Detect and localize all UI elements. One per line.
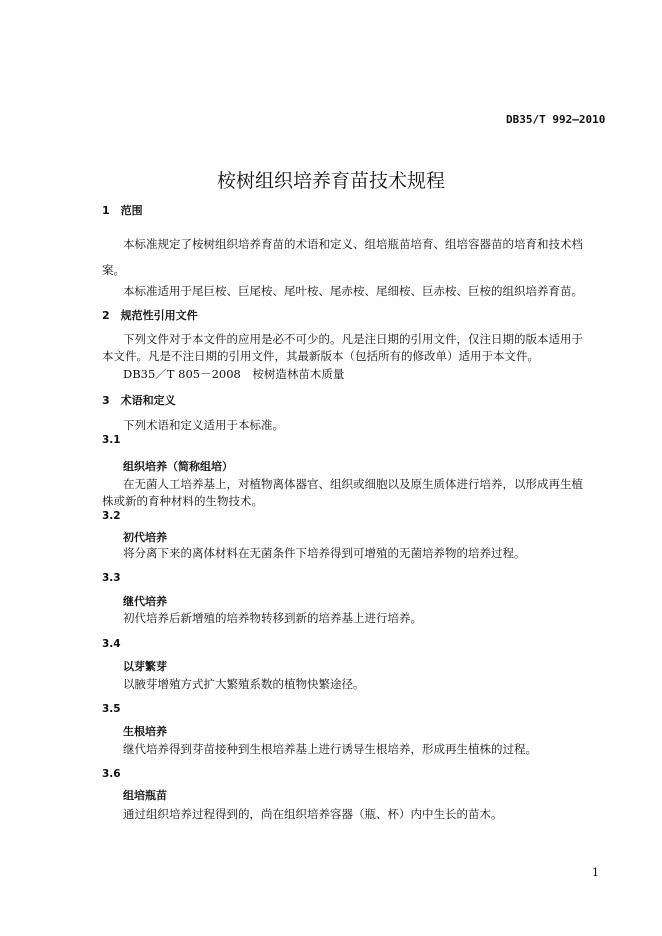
term-definition: 继代培养得到芽苗接种到生根培养基上进行诱导生根培养，形成再生植株的过程。 xyxy=(123,742,537,756)
term-name: 组织培养（简称组培） xyxy=(123,460,233,473)
term-definition-line-2: 株或新的育种材料的生物技术。 xyxy=(102,494,263,508)
section-1-paragraph-1-line-1: 本标准规定了桉树组织培养育苗的术语和定义、组培瓶苗培育、组培容器苗的培育和技术档 xyxy=(123,237,583,251)
section-2-heading: 2 规范性引用文件 xyxy=(102,309,198,322)
section-3-heading: 3 术语和定义 xyxy=(102,394,176,407)
term-name: 以芽繁芽 xyxy=(123,660,167,673)
term-definition: 以腋芽增殖方式扩大繁殖系数的植物快繁途径。 xyxy=(123,677,365,691)
term-number: 3.5 xyxy=(102,703,121,715)
term-name: 生根培养 xyxy=(123,725,167,738)
term-number: 3.3 xyxy=(102,572,121,584)
section-1-heading: 1 范围 xyxy=(102,204,143,217)
term-number: 3.6 xyxy=(102,768,121,780)
term-number: 3.1 xyxy=(102,434,121,446)
term-definition-line-1: 在无菌人工培养基上，对植物离体器官、组织或细胞以及原生质体进行培养，以形成再生植 xyxy=(123,477,583,491)
section-2-paragraph-line-1: 下列文件对于本文件的应用是必不可少的。凡是注日期的引用文件，仅注日期的版本适用于 xyxy=(123,332,583,346)
document-title: 桉树组织培养育苗技术规程 xyxy=(216,170,445,192)
term-number: 3.2 xyxy=(102,510,121,522)
term-name: 初代培养 xyxy=(123,531,167,544)
term-name: 组培瓶苗 xyxy=(123,789,167,802)
section-2-paragraph-line-2: 本文件。凡是不注日期的引用文件，其最新版本（包括所有的修改单）适用于本文件。 xyxy=(102,349,539,363)
section-1-paragraph-1-line-2: 案。 xyxy=(102,263,125,277)
term-number: 3.4 xyxy=(102,638,121,650)
term-definition: 将分离下来的离体材料在无菌条件下培养得到可增殖的无菌培养物的培养过程。 xyxy=(123,546,526,560)
term-definition: 初代培养后新增殖的培养物转移到新的培养基上进行培养。 xyxy=(123,611,422,625)
page-number: 1 xyxy=(592,866,599,879)
section-1-paragraph-2: 本标准适用于尾巨桉、巨尾桉、尾叶桉、尾赤桉、尾细桉、巨赤桉、巨桉的组织培养育苗。 xyxy=(123,284,583,298)
document-code: DB35/T 992—2010 xyxy=(506,113,606,126)
normative-reference: DB35／T 805－2008 桉树造林苗木质量 xyxy=(123,367,345,381)
term-definition: 通过组织培养过程得到的，尚在组织培养容器（瓶、杯）内中生长的苗木。 xyxy=(123,807,503,821)
term-name: 继代培养 xyxy=(123,595,167,608)
section-3-intro: 下列术语和定义适用于本标准。 xyxy=(123,418,284,432)
